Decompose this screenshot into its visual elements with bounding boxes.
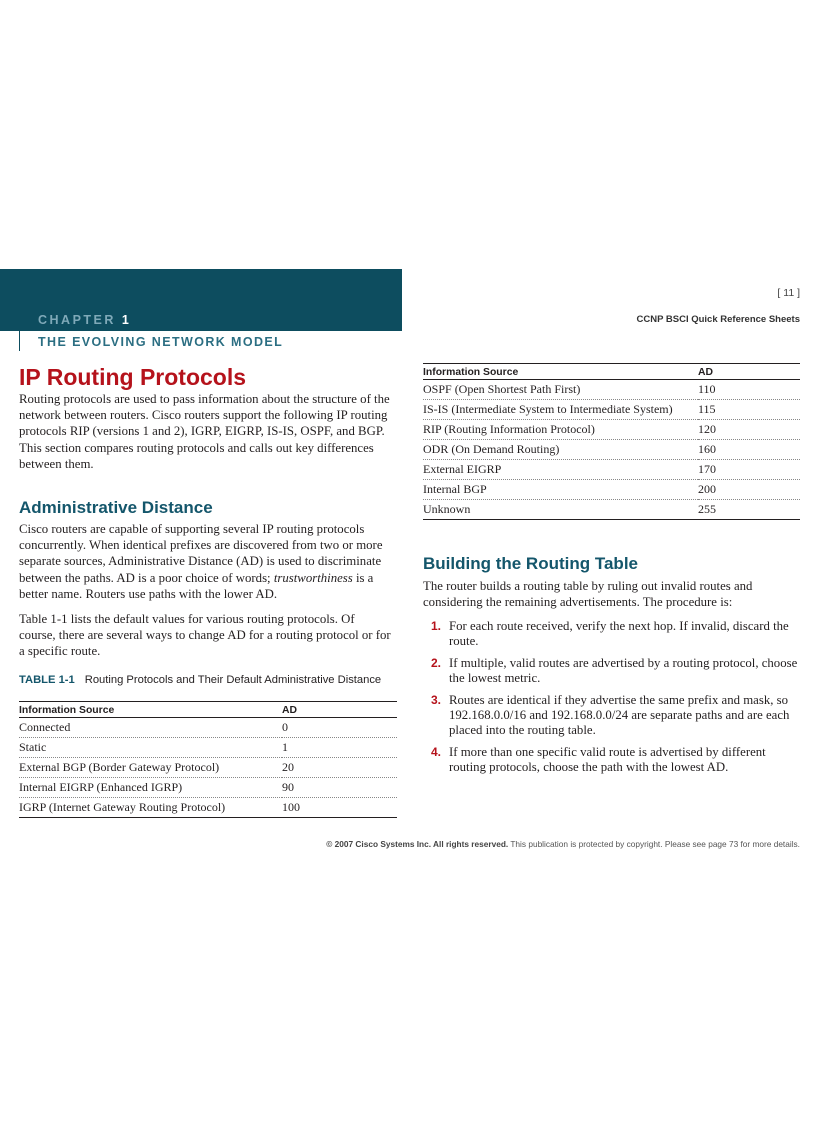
admin-distance-paragraph: Cisco routers are capable of supporting several IP routing protocols concurrently. When identical prefixes are discovered from two or more separate sources, Administrative Distance (AD) is used to discriminate between the paths. AD is a poor choice of words; trustworthiness is a better name. Routers use paths with the lower AD. <box>19 522 383 601</box>
ad-cell: 90 <box>282 778 397 798</box>
ad-table-right <box>423 363 800 520</box>
procedure-step <box>423 619 803 650</box>
chapter-label: CHAPTER 1 <box>38 313 129 327</box>
chapter-number: 1 <box>121 313 129 327</box>
table-row <box>423 440 800 460</box>
step-text: If more than one specific valid route is advertised by different routing protocols, choose the path with the lowest AD. <box>449 744 766 775</box>
step-number: 4. <box>431 744 442 759</box>
table-row <box>19 738 397 758</box>
table-row <box>423 420 800 440</box>
source-cell: IGRP (Internet Gateway Routing Protocol) <box>19 798 282 818</box>
step-number: 3. <box>431 692 442 707</box>
copyright-notice: This publication is protected by copyright. Please see page 73 for more details. <box>510 839 800 849</box>
source-cell: OSPF (Open Shortest Path First) <box>423 380 698 400</box>
col-header-source: Information Source <box>423 364 698 380</box>
procedure-list <box>423 619 803 782</box>
source-cell: External BGP (Border Gateway Protocol) <box>19 758 282 778</box>
ad-cell: 255 <box>698 500 800 520</box>
admin-distance-heading: Administrative Distance <box>19 498 213 517</box>
ad-table-left <box>19 701 397 818</box>
ad-cell: 0 <box>282 718 397 738</box>
ad-cell: 170 <box>698 460 800 480</box>
col-header-ad: AD <box>698 364 800 380</box>
table-row <box>19 758 397 778</box>
routing-table-heading: Building the Routing Table <box>423 554 638 573</box>
step-text: If multiple, valid routes are advertised by a routing protocol, choose the lowest metric. <box>449 655 798 686</box>
col-header-ad: AD <box>282 702 397 718</box>
source-cell: Internal EIGRP (Enhanced IGRP) <box>19 778 282 798</box>
source-cell: IS-IS (Intermediate System to Intermediate System) <box>423 400 698 420</box>
table-caption <box>19 674 399 687</box>
source-cell: Internal BGP <box>423 480 698 500</box>
step-text: Routes are identical if they advertise the same prefix and mask, so 192.168.0.0/16 and 192.168.0.0/24 are separate paths and are each placed into the routing table. <box>449 692 790 738</box>
routing-table-intro: The router builds a routing table by ruling out invalid routes and considering the remaining advertisements. The procedure is: <box>423 579 753 610</box>
ad-cell: 160 <box>698 440 800 460</box>
source-cell: Unknown <box>423 500 698 520</box>
col-header-source: Information Source <box>19 702 282 718</box>
table-row <box>423 460 800 480</box>
ad-cell: 200 <box>698 480 800 500</box>
page-number: [ 11 ] <box>777 287 800 299</box>
source-cell: External EIGRP <box>423 460 698 480</box>
ad-cell: 100 <box>282 798 397 818</box>
trustworthiness-emphasis: trustworthiness <box>273 570 353 585</box>
source-cell: Connected <box>19 718 282 738</box>
procedure-step <box>423 693 803 739</box>
source-cell: ODR (On Demand Routing) <box>423 440 698 460</box>
ad-cell: 110 <box>698 380 800 400</box>
table-row <box>423 400 800 420</box>
table-reference-paragraph: Table 1-1 lists the default values for various routing protocols. Of course, there are several ways to change AD for a routing protocol or for a specific route. <box>19 612 391 659</box>
table-row <box>19 778 397 798</box>
table-row <box>423 380 800 400</box>
source-cell: Static <box>19 738 282 758</box>
table-row <box>423 480 800 500</box>
procedure-step <box>423 656 803 687</box>
running-head: CCNP BSCI Quick Reference Sheets <box>636 314 800 325</box>
source-cell: RIP (Routing Information Protocol) <box>423 420 698 440</box>
step-number: 1. <box>431 619 442 633</box>
procedure-step <box>423 745 803 776</box>
section-intro: Routing protocols are used to pass information about the structure of the network between routers. Cisco routers support the following IP routing protocols RIP (versions 1 and 2), IGRP, EIGRP, IS-IS, OSPF, and BGP. This section compares routing protocols and calls out key differences between them. <box>19 392 390 471</box>
ad-cell: 20 <box>282 758 397 778</box>
table-row <box>423 500 800 520</box>
chapter-title: THE EVOLVING NETWORK MODEL <box>38 335 284 349</box>
ad-cell: 1 <box>282 738 397 758</box>
table-row <box>19 718 397 738</box>
table-row <box>19 798 397 818</box>
step-number: 2. <box>431 655 442 670</box>
table-caption-text: Routing Protocols and Their Default Administrative Distance <box>84 674 382 686</box>
step-text: For each route received, verify the next hop. If invalid, discard the route. <box>449 619 789 649</box>
footer <box>326 839 800 849</box>
copyright: © 2007 Cisco Systems Inc. All rights reserved. <box>326 839 509 849</box>
chapter-rule <box>19 331 20 351</box>
section-title: IP Routing Protocols <box>19 364 247 390</box>
ad-cell: 120 <box>698 420 800 440</box>
ad-cell: 115 <box>698 400 800 420</box>
table-label: TABLE 1-1 <box>19 674 75 686</box>
